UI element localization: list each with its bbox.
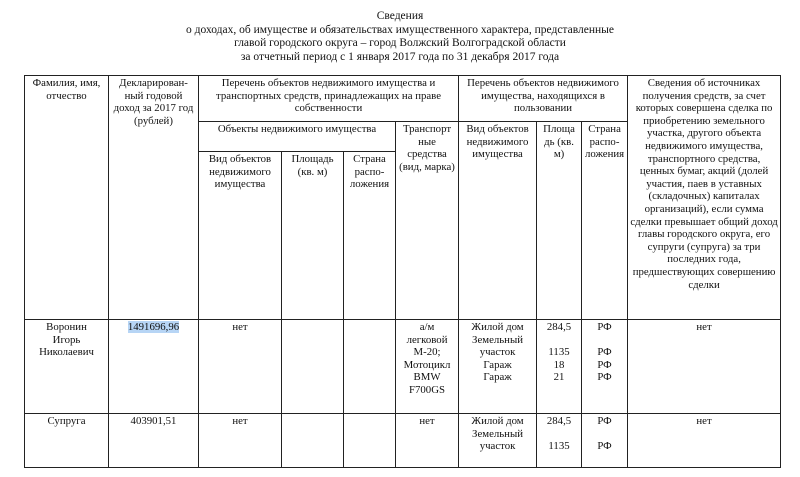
- col-header-used-country: Страна распо-ложения: [582, 122, 628, 320]
- owned-area-cell: [282, 320, 344, 414]
- col-header-owned-type: Вид объектов недвижимого имущества: [199, 152, 282, 320]
- used-country-line: РФ: [597, 440, 612, 453]
- owned-area-cell: [282, 414, 344, 468]
- used-type-line: Гараж: [483, 371, 512, 384]
- used-country-cell: [582, 320, 628, 414]
- table-header-row: [25, 76, 781, 122]
- declaration-table: [24, 75, 781, 468]
- used-country-line: РФ: [597, 321, 612, 333]
- name-line: Супруга: [47, 415, 86, 427]
- used-type-cell: [459, 320, 537, 414]
- name-line: Игорь: [52, 333, 81, 346]
- col-header-owned-country: Страна распо-ложения: [344, 152, 396, 320]
- used-type-line: Жилой дом: [471, 321, 524, 333]
- used-area-line: 284,5: [546, 321, 572, 333]
- income-cell: [109, 320, 199, 414]
- person-name-cell: [25, 320, 109, 414]
- income-value[interactable]: 1491696,96: [127, 321, 180, 333]
- used-country-line: РФ: [597, 371, 612, 384]
- owned-type-cell: нет: [199, 414, 282, 468]
- col-header-fio: Фамилия, имя, отчество: [25, 76, 109, 320]
- transport-cell: [396, 320, 459, 414]
- used-type-line: Земельный: [472, 427, 523, 440]
- owned-country-cell: [344, 320, 396, 414]
- used-country-line: РФ: [597, 415, 612, 427]
- owned-type-cell: нет: [199, 320, 282, 414]
- doc-subtitle-line-1: о доходах, об имуществе и обязательствах имущественного характера, представленные: [186, 23, 614, 36]
- transport-cell: [396, 414, 459, 468]
- sources-cell: нет: [628, 414, 781, 468]
- used-area-line: 21: [553, 371, 565, 384]
- spacer: [539, 334, 579, 347]
- col-header-income: Декларирован-ный годовой доход за 2017 год (рублей): [109, 76, 199, 320]
- used-type-line: Гараж: [483, 358, 512, 371]
- spacer: [584, 428, 625, 441]
- col-header-used-type: Вид объектов недвижимого имущества: [459, 122, 537, 320]
- col-header-sources: Сведения об источниках получения средств, за счет которых совершена сделка по приобретению земельного участка, другого объекта недвижимого имущества, транспортного средства, ценных бумаг, акций (долей участия, паев в уставных (складочных) капиталах организаций), если сумма сделки превышает общий доход главы городского округа, его супруги (супруга) за три последних года, предшествующих совершению сделки: [628, 76, 781, 320]
- used-country-cell: [582, 414, 628, 468]
- used-type-line: Земельный: [472, 333, 523, 346]
- col-header-used-area: Площа дь (кв. м): [537, 122, 582, 320]
- col-header-used-group: Перечень объектов недвижимого имущества, находящихся в пользовании: [459, 76, 628, 122]
- person-name-cell: [25, 414, 109, 468]
- transport-line: а/м: [419, 321, 435, 333]
- used-area-cell: [537, 320, 582, 414]
- transport-line: BMW: [413, 371, 441, 384]
- used-country-line: РФ: [597, 358, 612, 371]
- transport-line: М-20;: [413, 346, 441, 359]
- used-area-line: 18: [553, 358, 565, 371]
- name-line: Воронин: [46, 321, 87, 333]
- used-area-line: 284,5: [546, 415, 572, 427]
- used-country-line: РФ: [597, 346, 612, 359]
- used-type-line: Жилой дом: [471, 415, 524, 427]
- document-header: [0, 10, 800, 64]
- sources-cell: нет: [628, 320, 781, 414]
- doc-subtitle-line-2: главой городского округа – город Волжский Волгоградской области: [234, 37, 566, 49]
- table-row: [25, 320, 781, 414]
- col-header-owned-group: Перечень объектов недвижимого имущества и транспортных средств, принадлежащих на праве собственности: [199, 76, 459, 122]
- used-type-cell: [459, 414, 537, 468]
- doc-subtitle-line-3: за отчетный период с 1 января 2017 года по 31 декабря 2017 года: [240, 50, 560, 63]
- doc-title: Сведения: [376, 10, 424, 22]
- owned-country-cell: [344, 414, 396, 468]
- income-cell: [109, 414, 199, 468]
- transport-line: Мотоцикл: [403, 358, 451, 371]
- transport-line: F700GS: [409, 383, 446, 396]
- table-row: [25, 414, 781, 468]
- spacer: [584, 334, 625, 347]
- income-value: 403901,51: [130, 415, 177, 427]
- used-area-line: 1135: [548, 346, 570, 359]
- used-area-cell: [537, 414, 582, 468]
- transport-line: нет: [419, 415, 435, 427]
- col-header-owned-realty: Объекты недвижимого имущества: [199, 122, 396, 152]
- used-type-line: участок: [479, 346, 516, 359]
- col-header-owned-area: Площадь (кв. м): [282, 152, 344, 320]
- used-type-line: участок: [479, 440, 516, 453]
- col-header-transport: Транспорт ные средства (вид, марка): [396, 122, 459, 320]
- name-line: Николаевич: [39, 346, 94, 359]
- used-area-line: 1135: [548, 440, 570, 453]
- spacer: [539, 428, 579, 441]
- transport-line: легковой: [406, 333, 448, 346]
